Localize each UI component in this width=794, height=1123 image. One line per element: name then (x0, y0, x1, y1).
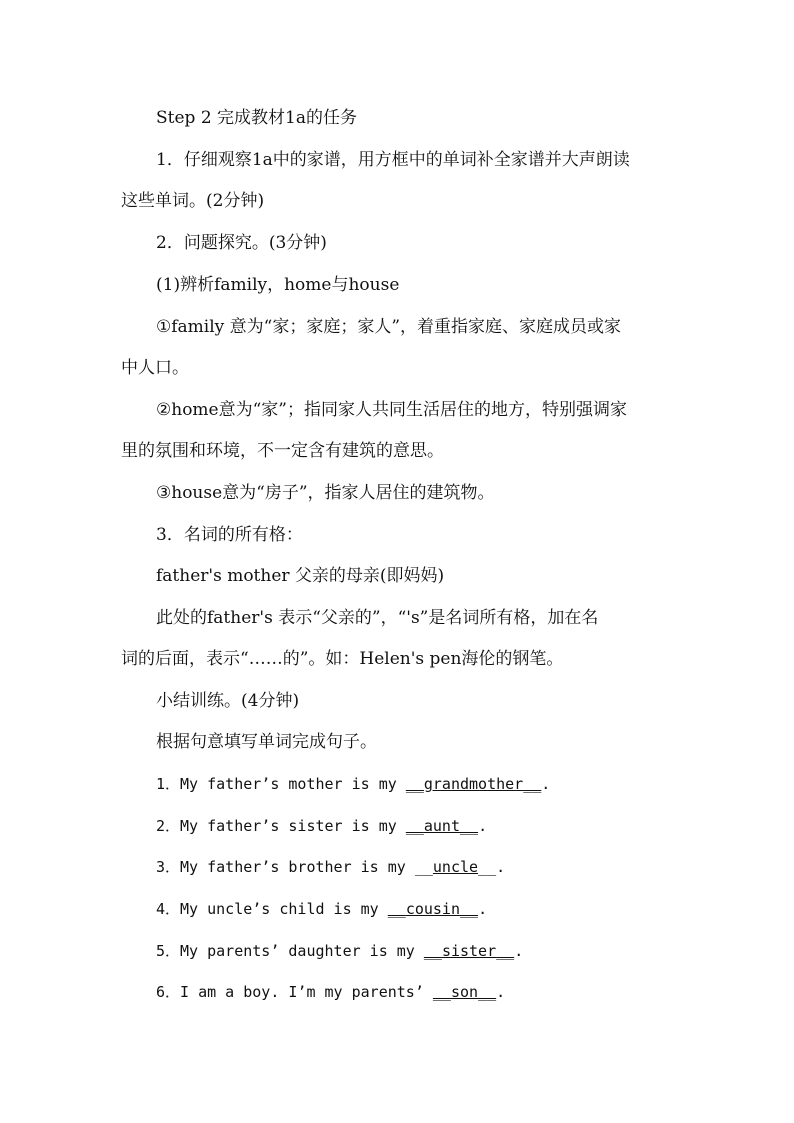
exercise-prompt: 3．My father’s brother is my (156, 858, 415, 876)
exercise-period: . (496, 983, 506, 1001)
blank-left: __ (423, 942, 442, 960)
blank-right: __ (496, 942, 515, 960)
exercise-item (156, 898, 487, 920)
exercise-prompt: 6．I am a boy. I’m my parents’ (156, 983, 433, 1001)
blank-right: __ (478, 858, 497, 876)
summary-heading: 小结训练。(4分钟) (156, 691, 300, 711)
possessive-explanation-line-2: 词的后面，表示“……的”。如：Helen's pen海伦的钢笔。 (121, 649, 564, 669)
task-2-heading: 2．问题探究。(3分钟) (156, 233, 327, 253)
exercise-item (156, 940, 523, 962)
blank-right: __ (478, 983, 497, 1001)
exercise-answer: grandmother (423, 775, 524, 793)
home-definition-line-1: ②home意为“家”；指同家人共同生活居住的地方，特别强调家 (156, 400, 627, 420)
blank-left: __ (432, 983, 451, 1001)
possessive-explanation-line-1: 此处的father's 表示“父亲的”，“'s”是名词所有格，加在名 (156, 608, 599, 628)
home-definition-line-2: 里的氛围和环境，不一定含有建筑的意思。 (121, 441, 444, 461)
exercise-prompt: 1．My father’s mother is my (156, 775, 406, 793)
task-3-heading: 3．名词的所有格： (156, 525, 303, 545)
task-1-line-2: 这些单词。(2分钟) (121, 191, 265, 211)
exercise-period: . (514, 942, 524, 960)
family-definition-line-1: ①family 意为“家；家庭；家人”，着重指家庭、家庭成员或家 (156, 317, 622, 337)
possessive-example: father's mother 父亲的母亲(即妈妈) (156, 566, 445, 586)
blank-right: __ (460, 817, 479, 835)
family-definition-line-2: 中人口。 (121, 358, 189, 378)
exercise-item (156, 981, 505, 1003)
exercise-answer: cousin (405, 900, 460, 918)
exercise-answer: aunt (423, 817, 460, 835)
exercise-period: . (496, 858, 506, 876)
subsection-heading: (1)辨析family，home与house (156, 275, 400, 295)
exercise-period: . (541, 775, 551, 793)
exercise-prompt: 5．My parents’ daughter is my (156, 942, 424, 960)
task-1-line-1: 1．仔细观察1a中的家谱，用方框中的单词补全家谱并大声朗读 (156, 150, 630, 170)
exercise-item (156, 773, 550, 795)
exercise-item (156, 815, 487, 837)
exercise-period: . (478, 900, 488, 918)
house-definition: ③house意为“房子”，指家人居住的建筑物。 (156, 483, 495, 503)
step-heading: Step 2 完成教材1a的任务 (156, 108, 357, 128)
exercise-answer: sister (441, 942, 497, 960)
exercise-period: . (478, 817, 488, 835)
exercise-prompt: 2．My father’s sister is my (156, 817, 406, 835)
blank-left: __ (414, 858, 433, 876)
blank-left: __ (405, 817, 424, 835)
blank-right: __ (460, 900, 479, 918)
exercise-answer: son (450, 983, 479, 1001)
blank-right: __ (523, 775, 542, 793)
exercise-answer: uncle (432, 858, 479, 876)
blank-left: __ (387, 900, 406, 918)
exercise-prompt: 4．My uncle’s child is my (156, 900, 388, 918)
exercise-instruction: 根据句意填写单词完成句子。 (156, 732, 377, 752)
blank-left: __ (405, 775, 424, 793)
exercise-item (156, 856, 505, 878)
